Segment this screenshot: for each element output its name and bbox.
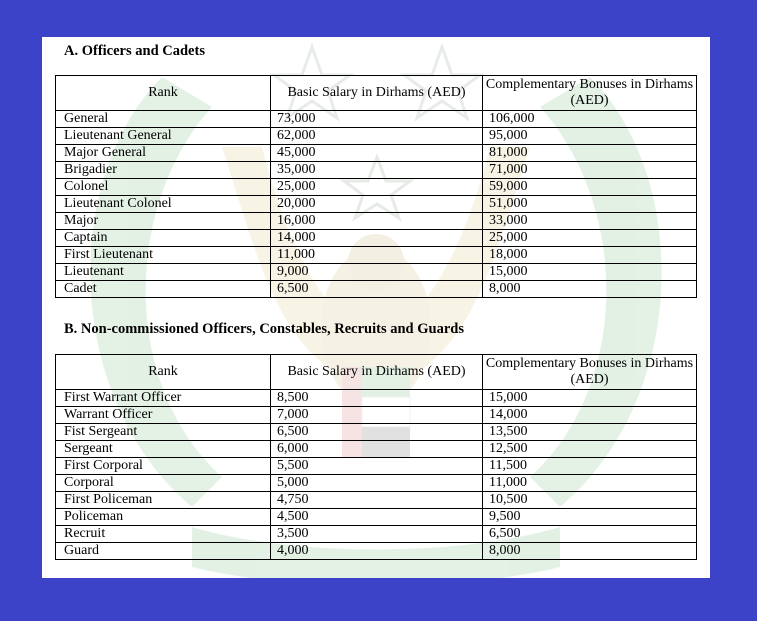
table-row: [56, 196, 697, 213]
basic-salary-cell: 16,000: [271, 213, 483, 230]
bonus-cell: 33,000: [483, 213, 697, 230]
bonus-cell: 81,000: [483, 145, 697, 162]
table-row: [56, 128, 697, 145]
basic-salary-cell: 5,000: [271, 475, 483, 492]
table-row: [56, 543, 697, 560]
table-row: [56, 526, 697, 543]
bonus-cell: 13,500: [483, 424, 697, 441]
basic-salary-cell: 4,000: [271, 543, 483, 560]
basic-salary-cell: 20,000: [271, 196, 483, 213]
bonus-cell: 18,000: [483, 247, 697, 264]
table-row: [56, 509, 697, 526]
bonus-cell: 51,000: [483, 196, 697, 213]
nco-table-body: [56, 390, 697, 560]
basic-salary-cell: 11,000: [271, 247, 483, 264]
table-row: [56, 264, 697, 281]
basic-salary-cell: 4,500: [271, 509, 483, 526]
bonus-cell: 106,000: [483, 111, 697, 128]
nco-salary-table: [55, 354, 697, 560]
table-row: [56, 162, 697, 179]
basic-salary-cell: 73,000: [271, 111, 483, 128]
basic-salary-cell: 25,000: [271, 179, 483, 196]
bonus-header: Complementary Bonuses in Dirhams (AED): [483, 355, 697, 390]
bonus-cell: 59,000: [483, 179, 697, 196]
rank-cell: General: [56, 111, 271, 128]
bonus-header: Complementary Bonuses in Dirhams (AED): [483, 76, 697, 111]
rank-cell: First Corporal: [56, 458, 271, 475]
rank-cell: Recruit: [56, 526, 271, 543]
basic-salary-cell: 8,500: [271, 390, 483, 407]
bonus-cell: 12,500: [483, 441, 697, 458]
bonus-cell: 6,500: [483, 526, 697, 543]
table-row: [56, 145, 697, 162]
bonus-cell: 14,000: [483, 407, 697, 424]
table-row: [56, 390, 697, 407]
bonus-cell: 9,500: [483, 509, 697, 526]
table-row: [56, 247, 697, 264]
rank-header: Rank: [56, 76, 271, 111]
basic-salary-cell: 9,000: [271, 264, 483, 281]
basic-salary-cell: 6,500: [271, 281, 483, 298]
bonus-cell: 25,000: [483, 230, 697, 247]
bonus-cell: 11,500: [483, 458, 697, 475]
officers-salary-table: [55, 75, 697, 298]
basic-salary-cell: 45,000: [271, 145, 483, 162]
rank-cell: Captain: [56, 230, 271, 247]
bonus-cell: 71,000: [483, 162, 697, 179]
basic-salary-cell: 6,000: [271, 441, 483, 458]
rank-cell: First Warrant Officer: [56, 390, 271, 407]
table-row: [56, 179, 697, 196]
rank-cell: Brigadier: [56, 162, 271, 179]
basic-salary-cell: 4,750: [271, 492, 483, 509]
basic-salary-cell: 62,000: [271, 128, 483, 145]
table-row: [56, 424, 697, 441]
basic-salary-cell: 5,500: [271, 458, 483, 475]
rank-cell: First Lieutenant: [56, 247, 271, 264]
rank-cell: Corporal: [56, 475, 271, 492]
rank-cell: Cadet: [56, 281, 271, 298]
bonus-cell: 95,000: [483, 128, 697, 145]
rank-cell: Sergeant: [56, 441, 271, 458]
rank-header: Rank: [56, 355, 271, 390]
rank-cell: Lieutenant: [56, 264, 271, 281]
rank-cell: Colonel: [56, 179, 271, 196]
rank-cell: Lieutenant General: [56, 128, 271, 145]
section-b-title: B. Non-commissioned Officers, Constables, Recruits and Guards: [64, 321, 464, 337]
basic-salary-cell: 6,500: [271, 424, 483, 441]
table-row: [56, 407, 697, 424]
document-page: [42, 37, 710, 578]
bonus-cell: 15,000: [483, 390, 697, 407]
rank-cell: Policeman: [56, 509, 271, 526]
bonus-cell: 11,000: [483, 475, 697, 492]
table-row: [56, 441, 697, 458]
rank-cell: Guard: [56, 543, 271, 560]
bonus-cell: 10,500: [483, 492, 697, 509]
table-row: [56, 281, 697, 298]
bonus-cell: 8,000: [483, 543, 697, 560]
rank-cell: First Policeman: [56, 492, 271, 509]
basic-salary-cell: 14,000: [271, 230, 483, 247]
basic-salary-cell: 35,000: [271, 162, 483, 179]
bonus-cell: 8,000: [483, 281, 697, 298]
bonus-cell: 15,000: [483, 264, 697, 281]
table-row: [56, 475, 697, 492]
table-row: [56, 111, 697, 128]
table-row: [56, 458, 697, 475]
section-a-title: A. Officers and Cadets: [64, 43, 205, 59]
officers-table-body: [56, 111, 697, 298]
basic-salary-header: Basic Salary in Dirhams (AED): [271, 355, 483, 390]
table-row: [56, 230, 697, 247]
basic-salary-cell: 7,000: [271, 407, 483, 424]
table-row: [56, 213, 697, 230]
table-row: [56, 492, 697, 509]
rank-cell: Major: [56, 213, 271, 230]
rank-cell: Warrant Officer: [56, 407, 271, 424]
basic-salary-header: Basic Salary in Dirhams (AED): [271, 76, 483, 111]
rank-cell: Fist Sergeant: [56, 424, 271, 441]
basic-salary-cell: 3,500: [271, 526, 483, 543]
rank-cell: Lieutenant Colonel: [56, 196, 271, 213]
rank-cell: Major General: [56, 145, 271, 162]
